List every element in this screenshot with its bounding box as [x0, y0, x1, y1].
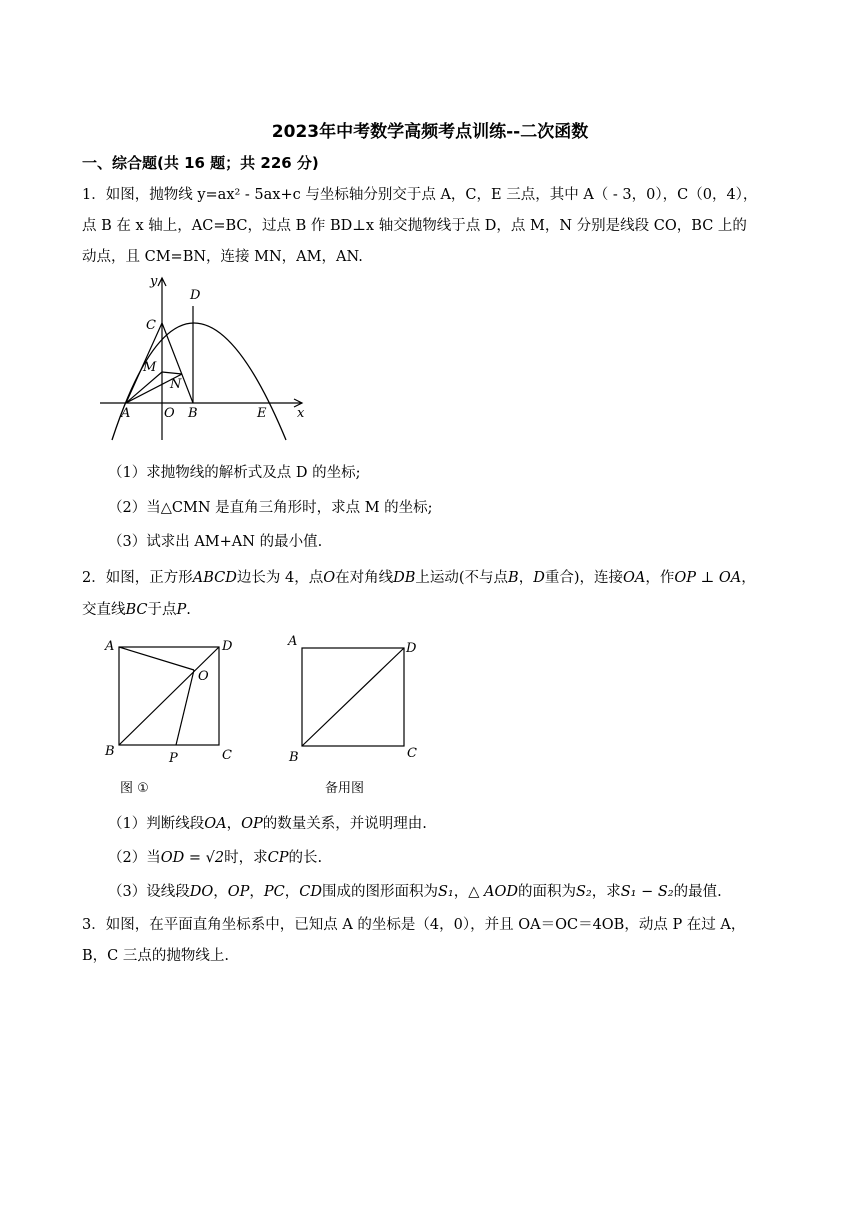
q2-text: ， — [284, 884, 300, 900]
q2-text: 围成的图形面积为 — [322, 884, 438, 900]
q2-text: 重合)，连接 — [544, 570, 624, 586]
q2f1-label-o: O — [198, 669, 209, 684]
q2-math: BC — [125, 602, 148, 618]
q2f1-caption: 图 ① — [120, 781, 149, 796]
fig1-label-x: x — [297, 406, 305, 421]
q2-math: OP ⊥ OA — [674, 570, 742, 586]
q2-text: 边长为 4，点 — [236, 570, 324, 586]
q2f2-label-b: B — [289, 750, 299, 765]
q2-square-figure-1 — [96, 632, 246, 798]
q2-math: D — [533, 570, 545, 586]
fig1-label-d: D — [190, 288, 201, 303]
q1-sub-3: （3）试求出 AM+AN 的最小值. — [108, 534, 323, 550]
q2-text: 2．如图，正方形 — [82, 570, 193, 586]
q2-text: 交直线 — [82, 602, 126, 618]
page-title: 2023年中考数学高频考点训练--二次函数 — [271, 122, 589, 142]
q2-math: O — [323, 570, 336, 586]
q2-text: ， — [741, 570, 756, 586]
q2-sub-3 — [108, 880, 722, 901]
q2f2-label-a: A — [288, 634, 298, 649]
q3-line-2: B，C 三点的抛物线上. — [82, 948, 229, 964]
q2-math: S₁ − S₂ — [620, 884, 674, 900]
q2f2-label-c: C — [407, 746, 417, 761]
q3-line-1: 3．如图，在平面直角坐标系中，已知点 A 的坐标是（4，0），并且 OA＝OC＝4OB，动点 P 在过 A， — [82, 917, 746, 933]
q2-text: ， — [453, 884, 469, 900]
q2-text: 的长. — [288, 850, 323, 866]
fig1-label-a: A — [121, 406, 131, 421]
q2-text: （2）当 — [108, 850, 161, 866]
q2-math: ABCD — [192, 570, 237, 586]
q2-math: DO — [189, 884, 214, 900]
q2f1-label-c: C — [222, 748, 232, 763]
q2-text: 在对角线 — [335, 570, 394, 586]
q2-text: 的面积为 — [518, 884, 576, 900]
q1-sub-1: （1）求抛物线的解析式及点 D 的坐标; — [108, 465, 361, 481]
q2-text: ，作 — [645, 570, 675, 586]
q2-math: △ AOD — [468, 884, 518, 900]
q1-parabola-figure — [96, 272, 312, 444]
q2-text: 时，求 — [224, 850, 268, 866]
q2-math: OD = √2 — [160, 850, 225, 866]
q2-math: CP — [267, 850, 289, 866]
q2f2-label-d: D — [406, 641, 417, 656]
q2-text: ， — [249, 884, 264, 900]
q2-math: P — [176, 602, 187, 618]
q2-math: B — [508, 570, 519, 586]
q2-text: 的数量关系，并说明理由. — [262, 816, 427, 832]
q2-sub-1 — [108, 812, 427, 833]
q2-text: （1）判断线段 — [108, 816, 205, 832]
q1-line-1: 1．如图，抛物线 y=ax² - 5ax+c 与坐标轴分别交于点 A，C，E 三点，其中 A（ - 3，0），C（0，4）， — [82, 187, 758, 203]
q2f2-caption: 备用图 — [325, 781, 365, 796]
q2f1-label-b: B — [105, 744, 115, 759]
fig1-label-o: O — [164, 406, 175, 421]
q2-math: CD — [299, 884, 322, 900]
q2-text: ， — [213, 884, 228, 900]
q2-text: ， — [518, 570, 534, 586]
q2-math: OP — [241, 816, 263, 832]
q2-math: S₂ — [576, 884, 592, 900]
q2f1-label-p: P — [169, 751, 178, 766]
q1-line-2: 点 B 在 x 轴上，AC=BC，过点 B 作 BD⊥x 轴交抛物线于点 D，点 M，N 分别是线段 CO，BC 上的 — [82, 218, 747, 234]
fig1-label-b: B — [188, 406, 198, 421]
q1-line-3: 动点，且 CM=BN，连接 MN，AM，AN. — [82, 249, 363, 265]
q2-line-1 — [82, 566, 756, 587]
q2-math: S₁ — [438, 884, 454, 900]
q2-math: OP — [227, 884, 250, 900]
q2-math: OA — [623, 570, 646, 586]
q2-text: 于点 — [147, 602, 177, 618]
section-heading: 一、综合题(共 16 题；共 226 分) — [82, 154, 319, 172]
q2-text: . — [186, 602, 191, 618]
fig1-label-y: y — [150, 274, 158, 289]
q2-math: DB — [393, 570, 416, 586]
q2-text: 上运动(不与点 — [415, 570, 509, 586]
fig1-label-n: N — [170, 377, 182, 392]
q1-sub-2: （2）当△CMN 是直角三角形时，求点 M 的坐标; — [108, 500, 433, 516]
q2-sub-2 — [108, 846, 322, 867]
q2-line-2 — [82, 598, 191, 619]
q2-math: PC — [263, 884, 285, 900]
q2-math: OA — [204, 816, 227, 832]
q2f1-label-d: D — [222, 639, 233, 654]
fig1-label-m: M — [143, 360, 157, 375]
q2-text: （3）设线段 — [108, 884, 190, 900]
fig1-label-e: E — [257, 406, 267, 421]
q2-text: ，求 — [591, 884, 621, 900]
q2-text: ， — [226, 816, 242, 832]
q2f1-label-a: A — [105, 639, 115, 654]
q2-square-figure-2 — [280, 630, 430, 798]
fig1-label-c: C — [146, 318, 156, 333]
q2-text: 的最值. — [673, 884, 722, 900]
